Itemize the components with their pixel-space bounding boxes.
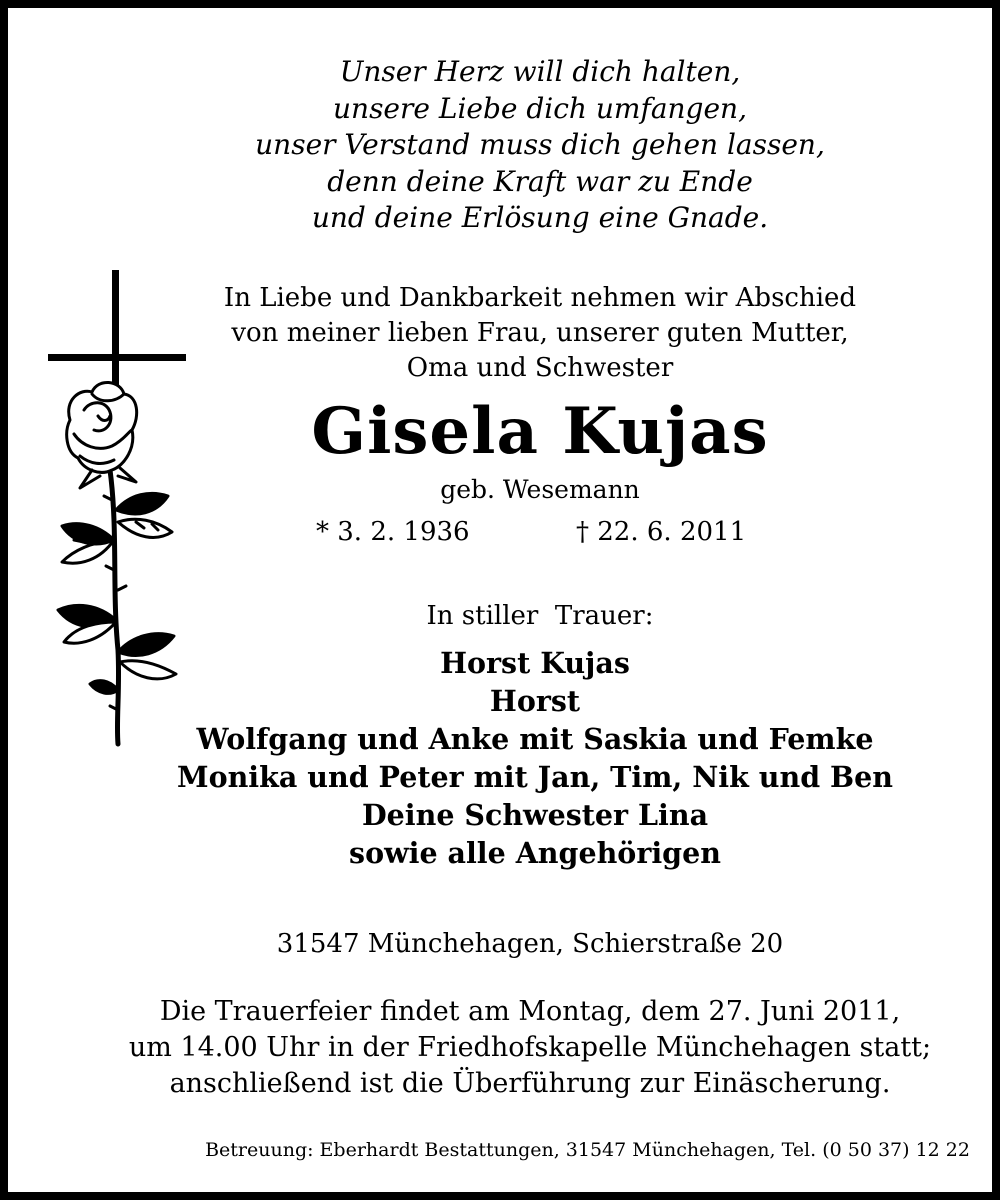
poem <box>190 54 890 237</box>
mourner-name: Horst Kujas <box>440 646 630 680</box>
funeral-home-footer: Betreuung: Eberhardt Bestattungen, 31547 Münchehagen, Tel. (0 50 37) 12 22 <box>205 1139 970 1161</box>
poem-line: denn deine Kraft war zu Ende <box>327 164 753 198</box>
cross-icon <box>48 270 186 390</box>
intro-line: In Liebe und Dankbarkeit nehmen wir Abschied <box>223 283 857 313</box>
death-date: † 22. 6. 2011 <box>576 517 747 547</box>
intro-line: Oma und Schwester <box>406 353 674 383</box>
mourners-list <box>130 644 940 872</box>
address: 31547 Münchehagen, Schierstraße 20 <box>276 929 784 959</box>
deceased-name: Gisela Kujas <box>311 394 769 469</box>
poem-line: und deine Erlösung eine Gnade. <box>311 201 769 234</box>
mourner-name: Monika und Peter mit Jan, Tim, Nik und Ben <box>177 760 893 794</box>
poem-line: unser Verstand muss dich gehen lassen, <box>255 128 825 161</box>
mourner-name: Wolfgang und Anke mit Saskia und Femke <box>196 722 874 756</box>
mourner-name: Horst <box>489 684 581 718</box>
maiden-name: geb. Wesemann <box>440 475 640 504</box>
intro-text <box>190 281 890 386</box>
mourning-label: In stiller Trauer: <box>426 601 654 631</box>
poem-line: unsere Liebe dich umfangen, <box>333 91 747 125</box>
mourner-name: sowie alle Angehörigen <box>349 836 721 870</box>
mourner-name: Deine Schwester Lina <box>361 798 709 832</box>
birth-date: * 3. 2. 1936 <box>316 517 470 547</box>
ceremony-line: Die Trauerfeier findet am Montag, dem 27. Juni 2011, <box>159 996 901 1027</box>
poem-line: Unser Herz will dich halten, <box>339 55 741 88</box>
ceremony-info <box>60 994 1000 1102</box>
ceremony-line: anschließend ist die Überführung zur Einäscherung. <box>169 1068 891 1099</box>
ceremony-line: um 14.00 Uhr in der Friedhofskapelle Münchehagen statt; <box>128 1032 932 1063</box>
intro-line: von meiner lieben Frau, unserer guten Mutter, <box>231 318 849 348</box>
